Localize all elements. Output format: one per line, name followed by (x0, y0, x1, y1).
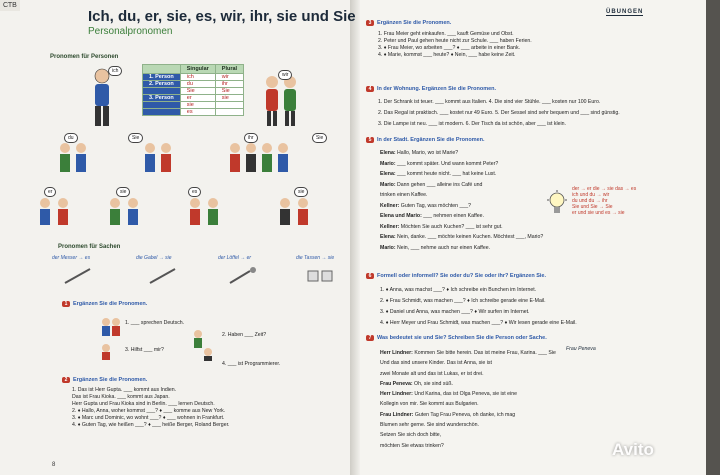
exercise-number: 4 (366, 86, 374, 92)
utterance: ___ kommt später. Und wann kommt Peter? (397, 160, 499, 167)
speaker: Frau Peneva: (380, 380, 413, 387)
table-header: Singular (180, 65, 215, 74)
people-row-illustration-2 (35, 195, 335, 227)
exercise-6-heading (366, 273, 546, 279)
utterance: Oh, sie sind süß. (414, 380, 453, 387)
dialog-line (380, 169, 590, 180)
exercise-7-heading (366, 335, 547, 341)
utterance: Setzen Sie sich doch bitte, (380, 432, 442, 439)
utterance: Dann gehen ___ alleine ins Café und (397, 181, 483, 188)
book-gutter (350, 0, 360, 475)
utterance: zwei Monate alt und das ist Lukas, er ist drei. (380, 370, 484, 377)
speech-bubble: sie (116, 187, 130, 197)
exercise-line: 2. ♦ Hallo, Anna, woher kommst ___? ♦ ___ komme aus New York. (72, 408, 226, 414)
dialog-line (380, 358, 565, 368)
table-header: Plural (215, 65, 243, 74)
dialog-line (380, 222, 590, 233)
utterance: Und das sind unsere Kinder. Das ist Anna, sie ist (380, 360, 492, 367)
table-cell (215, 102, 243, 109)
exercise-line: 1. Frau Meier geht einkaufen. ___ kauft Gemüse und Obst. (378, 31, 514, 37)
table-cell: wir (215, 74, 243, 81)
dialog-line (380, 389, 565, 399)
exercise-3-heading (366, 20, 451, 26)
dialog-line (380, 441, 565, 451)
cutlery-illustration (60, 265, 340, 287)
table-cell (215, 109, 243, 116)
table-cell (143, 102, 181, 109)
exercise-title: In der Stadt. Ergänzen Sie die Pronomen. (377, 137, 485, 143)
exercise-line: 4. ___ ist Programmierer. (222, 361, 281, 367)
dialog-line (380, 430, 565, 440)
exercise-line: 4. ♦ Herr Meyer und Frau Schmidt, was machen ___? ♦ Wir lesen gerade eine E-Mail. (380, 320, 577, 326)
utterance: Kollegin von mir. Sie kommt aus Bulgarien. (380, 401, 479, 408)
dialog-line (380, 410, 565, 420)
uebungen-label: ÜBUNGEN (606, 9, 644, 15)
speech-bubble: er (44, 187, 56, 197)
exercise-line: 2. ♦ Frau Schmidt, was machen ___? ♦ Ich schreibe gerade eine E-Mail. (380, 298, 546, 304)
exercise-title: Was bedeutet sie und Sie? Schreiben Sie die Person oder Sache. (377, 335, 547, 341)
table-cell: ihr (215, 81, 243, 88)
speaker: Kellner: (380, 223, 400, 230)
dialog-line (380, 232, 590, 243)
speech-bubble: es (188, 187, 201, 197)
dialog-line (380, 420, 565, 430)
exercise-line: 3. ♦ Frau Meier, wo arbeiten ___? ♦ ___ arbeite in einer Bank. (378, 45, 520, 51)
exercise-line: 4. ♦ Guten Tag, wie heißen ___? ♦ ___ heiße Berger, Roland Berger. (72, 422, 230, 428)
utterance: Möchten Sie auch Kuchen? ___ ist sehr gut. (400, 223, 503, 230)
exercise-number: 5 (366, 137, 374, 143)
exercise-number: 1 (62, 301, 70, 307)
exercise-line: 3. ♦ Daniel und Anna, was machen ___? ♦ Wir surfen im Internet. (380, 309, 530, 315)
page-number: 8 (52, 462, 56, 468)
speaker: Kellner: (380, 202, 400, 209)
exercise-line: 4. ♦ Marie, kommst ___ heute? ♦ Nein, ___ habe keine Zeit. (378, 52, 516, 58)
person-illustration (80, 62, 130, 132)
table-row (143, 81, 244, 88)
speaker: Mario: (380, 181, 396, 188)
table-cell (143, 88, 181, 95)
utterance: Hallo, Mario, wo ist Marie? (397, 150, 459, 156)
exercise-line: 3. ♦ Marc und Dominic, wo wohnt ___? ♦ ___ wohnen in Frankfurt. (72, 415, 225, 421)
speaker: Elena und Mario: (380, 213, 422, 219)
table-cell: 3. Person (143, 95, 181, 102)
page-subtitle: Personalpronomen (88, 26, 173, 37)
exercise-line: 2. Das Regal ist praktisch. ___ kostet nur 49 Euro. 5. Der Sessel sind sehr bequem und ___ sind günstig. (378, 110, 620, 116)
speech-bubble: du (64, 133, 78, 143)
speaker: Elena: (380, 234, 396, 240)
exercise-line: 3. Die Lampe ist neu. ___ ist modern. 6. Der Tisch da ist schön, aber ___ ist klein. (378, 121, 566, 127)
exercise-line: 1. ♦ Anna, was machst ___? ♦ Ich schreibe ein Bunchen im Internet. (380, 287, 537, 293)
utterance: Guten Tag Frau Peneva, oh danke, ich mag (414, 411, 516, 418)
table-cell: 1. Person (143, 74, 181, 81)
table-header (143, 65, 181, 74)
exercise-6-lines (380, 285, 680, 329)
exercise-title: Ergänzen Sie die Pronomen. (73, 301, 148, 307)
dialog-line (380, 148, 590, 159)
exercise-2-lines (72, 387, 342, 429)
table-header-row (143, 65, 244, 74)
table-cell: sie (215, 95, 243, 102)
dialog-line (380, 399, 565, 409)
utterance: Kommen Sie bitte herein. Das ist meine Frau, Karina. ___ Sie (414, 350, 556, 356)
speaker: Elena: (380, 150, 396, 156)
watermark-logo: Avito (612, 440, 654, 459)
dialog-line (380, 159, 590, 170)
exercise-line: 3. Hilfst ___ mir? (125, 347, 164, 353)
speaker: Herr Lindner: (380, 350, 413, 356)
exercise-line: 2. Peter und Paul gehen heute nicht zur Schule. ___ haben Ferien. (378, 38, 532, 44)
exercise-title: Formell oder informell? Sie oder du? Sie oder ihr? Ergänzen Sie. (377, 273, 547, 279)
page-title: Ich, du, er, sie, es, wir, ihr, sie und Sie (88, 8, 356, 25)
table-cell: ich (180, 74, 215, 81)
exercise-line: 2. Haben ___ Zeit? (222, 332, 267, 338)
table-cell: du (180, 81, 215, 88)
utterance: Und Karina, das ist Olga Peneva, sie ist eine (414, 391, 517, 398)
lightbulb-icon (545, 190, 569, 218)
table-cell: 2. Person (143, 81, 181, 88)
exercise-number: 6 (366, 273, 374, 279)
speaker: Elena: (380, 171, 396, 177)
exercise-5-heading (366, 137, 485, 143)
dialog-line (380, 379, 565, 389)
table-cell: Sie (180, 88, 215, 95)
thing-label: die Tassen → sie (296, 255, 335, 261)
exercise-title: Ergänzen Sie die Pronomen. (73, 377, 148, 383)
utterance: ___ kommt heute nicht. ___ hat keine Lust. (397, 171, 497, 177)
exercise-4-heading (366, 86, 496, 92)
speech-bubble: ich (108, 66, 122, 76)
utterance: trinken einen Kaffee. (380, 192, 428, 198)
exercise-1-heading (62, 301, 147, 307)
utterance: möchten Sie etwas trinken? (380, 442, 444, 449)
speech-bubble: ihr (244, 133, 258, 143)
dialog-line (380, 180, 590, 191)
speaker: Herr Lindner: (380, 391, 413, 398)
corner-tag: СТВ (0, 0, 20, 11)
exercise-line: 1. Das ist Herr Gupta. ___ kommt aus Indien. (72, 387, 177, 393)
exercise-1-illustrations (98, 316, 298, 361)
dialog-line (380, 348, 565, 358)
exercise-title: Ergänzen Sie die Pronomen. (377, 20, 452, 26)
pronoun-table (142, 64, 244, 116)
utterance: Nein, ___ nehme auch nur einen Kaffee. (397, 244, 491, 251)
people-row-illustration (55, 140, 295, 175)
table-cell (143, 109, 181, 116)
answer-example: Frau Peneva (566, 346, 596, 352)
dialog-line (380, 369, 565, 379)
grammar-rule-box: der → er die → sie das → es ich und du → wir du und du → ihr Sie und Sie → Sie er und sie und es → sie (572, 186, 637, 216)
table-cell: sie (180, 102, 215, 109)
exercise-line: Herr Gupta und Frau Kioka sind in Berlin. ___ lernen Deutsch. (72, 401, 215, 407)
section-things: Pronomen für Sachen (58, 244, 121, 250)
exercise-number: 3 (366, 20, 374, 26)
thing-label: der Löffel → er (218, 255, 252, 261)
table-row (143, 109, 244, 116)
table-row (143, 102, 244, 109)
exercise-line: 1. ___ sprechen Deutsch. (125, 320, 185, 326)
exercise-title: In der Wohnung. Ergänzen Sie die Pronomen. (377, 86, 497, 92)
section-persons: Pronomen für Personen (50, 54, 119, 60)
utterance: Guten Tag, was möchten ___? (400, 202, 472, 209)
exercise-line: 1. Der Schrank ist teuer. ___ kommt aus Italien. 4. Die sind vier Stühle. ___ kosten nur 100 Euro. (378, 99, 601, 105)
exercise-line: Das ist Frau Kioka. ___ kommt aus Japan. (72, 394, 170, 400)
speech-bubble: Sie (312, 133, 327, 143)
exercise-2-heading (62, 377, 147, 383)
speaker: Frau Lindner: (380, 411, 414, 418)
table-row (143, 95, 244, 102)
table-row (143, 88, 244, 95)
table-cell: es (180, 109, 215, 116)
thing-label: die Gabel → sie (136, 255, 172, 261)
exercise-number: 2 (62, 377, 70, 383)
background-edge (706, 0, 720, 475)
speaker: Mario: (380, 244, 396, 251)
speech-bubble: Sie (128, 133, 143, 143)
exercise-number: 7 (366, 335, 374, 341)
exercise-7-dialog (380, 348, 565, 451)
utterance: ___ nehmen einen Kaffee. (423, 213, 485, 219)
table-cell: Sie (215, 88, 243, 95)
utterance: Nein, danke. ___ möchte keinen Kuchen. Möchtest ___, Mario? (397, 234, 544, 240)
table-row (143, 74, 244, 81)
speaker: Mario: (380, 160, 396, 167)
dialog-line (380, 243, 590, 254)
exercise-3-lines (378, 31, 668, 59)
speech-bubble: sie (294, 187, 308, 197)
speech-bubble: wir (278, 70, 292, 80)
utterance: Blumen sehr gerne. Sie sind wunderschön. (380, 422, 479, 429)
exercise-4-lines (378, 97, 678, 130)
thing-label: der Messer → es (52, 255, 91, 261)
table-cell: er (180, 95, 215, 102)
